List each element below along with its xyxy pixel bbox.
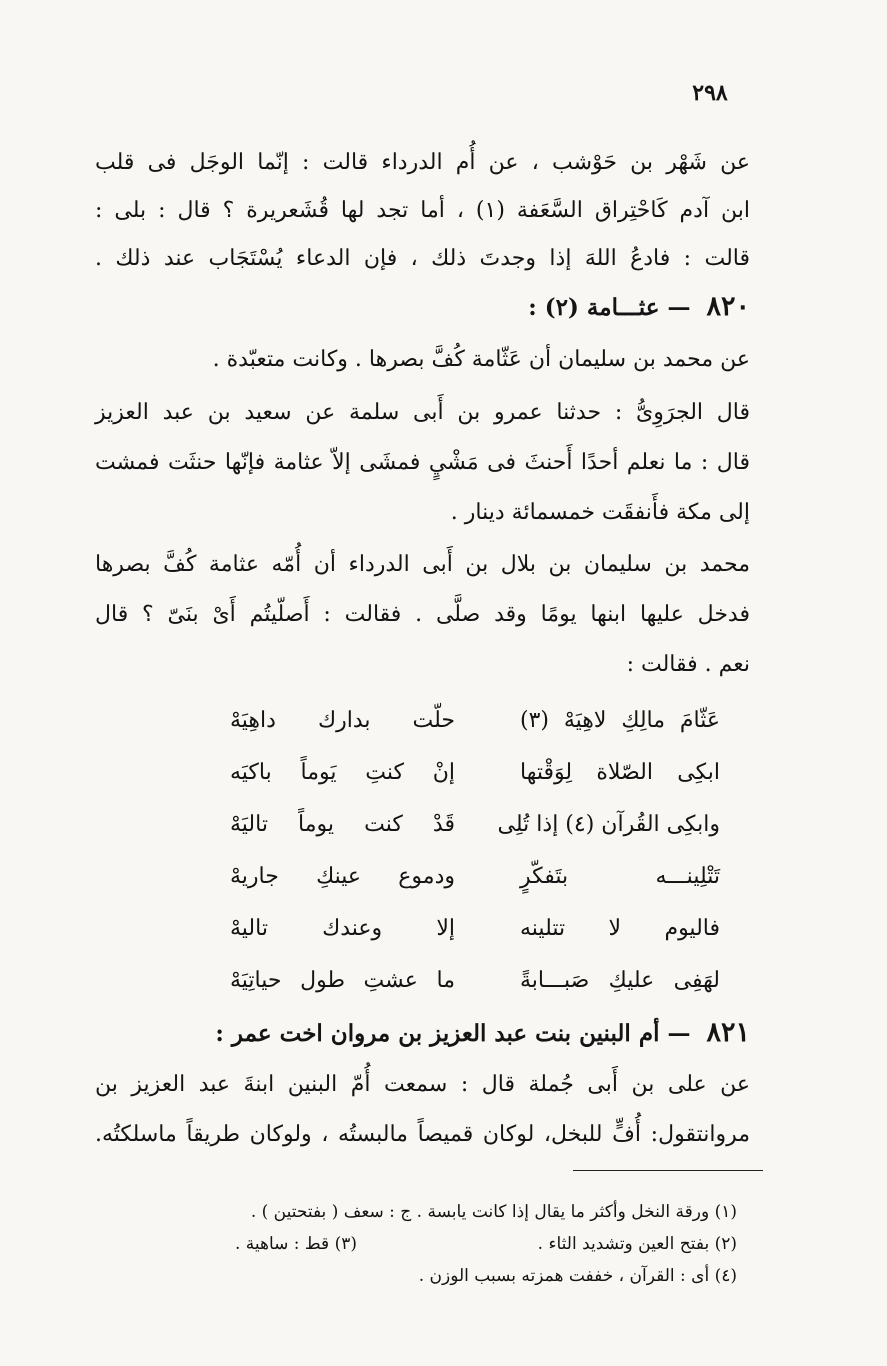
- entry-heading-820: [95, 292, 750, 323]
- entry-heading-821: [95, 1018, 750, 1049]
- verse-second-hemistich: إنْ كنتِ يَوماً باكيَه: [230, 760, 455, 785]
- verse-first-hemistich: ابكِى الصّلاة لِوَقْتها: [520, 760, 720, 785]
- verse-first-hemistich: عَثّامَ مالِكِ لاهِيَهْ (٣): [520, 708, 720, 733]
- text-line: محمد بن سليمان بن بلال بن أَبى الدرداء أن أُمّه عثامة كُفَّ بصرها: [95, 552, 750, 577]
- page-number: ٢٩٨: [692, 80, 728, 106]
- verse-first-hemistich: فاليوم لا تتلينه: [520, 916, 720, 941]
- text-line: عن شَهْر بن حَوْشب ، عن أُم الدرداء قالت : إنّما الوجَل فى قلب: [95, 150, 750, 175]
- footnote-3: (٣) قط : ساهية .: [234, 1234, 357, 1254]
- entry-number: ٨٢١: [706, 1017, 750, 1048]
- footnote-1: (١) ورقة النخل وأكثر ما يقال إذا كانت يابسة . ج : سعف ( بفتحتين ) .: [250, 1202, 737, 1222]
- footnote-4: (٤) أى : القرآن ، خففت همزته بسبب الوزن .: [418, 1266, 737, 1286]
- entry-title: — عثـــامة (٢) :: [528, 294, 691, 321]
- text-line: نعم . فقالت :: [626, 652, 750, 677]
- verse-second-hemistich: إلا وعندك تاليهْ: [230, 916, 455, 941]
- verse-second-hemistich: ما عشتِ طول حياتِيَهْ: [230, 968, 455, 993]
- verse-second-hemistich: قَدْ كنت يوماً تاليَهْ: [230, 812, 455, 837]
- verse-first-hemistich: وابكِى القُرآن (٤) إذا تُلِى: [497, 812, 720, 837]
- text-line: مروانتقول: أُفٍّ للبخل، لوكان قميصاً مالبستُه ، ولوكان طريقاً ماسلكتُه.: [95, 1122, 750, 1147]
- verse-first-hemistich: تَتْلِينـــه بتَفكّرٍ: [520, 864, 720, 889]
- entry-title: — أم البنين بنت عبد العزيز بن مروان اخت عمر :: [215, 1020, 691, 1047]
- text-line: فدخل عليها ابنها يومًا وقد صلَّى . فقالت : أَصلّيتُم أَىْ بنَىّ ؟ قال: [95, 602, 750, 627]
- text-line: قال : ما نعلم أحدًا أَحنثَ فى مَشْيٍ فمشَى إلاّ عثامة فإنّها حنثَت فمشت: [95, 450, 750, 475]
- text-line: قال الجرَوِىُّ : حدثنا عمرو بن أَبى سلمة عن سعيد بن عبد العزيز: [95, 400, 750, 425]
- text-line: إلى مكة فأَنفقَت خمسمائة دينار .: [450, 500, 750, 525]
- verse-first-hemistich: لهَفِى عليكِ صَبـــابةً: [520, 968, 720, 993]
- entry-number: ٨٢٠: [706, 291, 750, 322]
- text-line: ابن آدم كَاحْتِراق السَّعَفة (١) ، أما تجد لها قُشَعريرة ؟ قال : بلى :: [95, 198, 750, 223]
- text-line: عن على بن أَبى جُملة قال : سمعت أُمّ البنين ابنةَ عبد العزيز بن: [95, 1072, 750, 1097]
- text-line: عن محمد بن سليمان أن عَثّامة كُفَّ بصرها . وكانت متعبّدة .: [212, 347, 750, 372]
- verse-second-hemistich: حلّت بدارك داهِيَهْ: [230, 708, 455, 733]
- text-line: قالت : فادعُ اللهَ إذا وجدتَ ذلك ، فإن الدعاء يُسْتَجَاب عند ذلك .: [95, 246, 750, 271]
- footnote-divider: [573, 1170, 763, 1171]
- footnote-2: (٢) بفتح العين وتشديد الثاء .: [537, 1234, 737, 1254]
- verse-second-hemistich: ودموع عينكِ جاريهْ: [230, 864, 455, 889]
